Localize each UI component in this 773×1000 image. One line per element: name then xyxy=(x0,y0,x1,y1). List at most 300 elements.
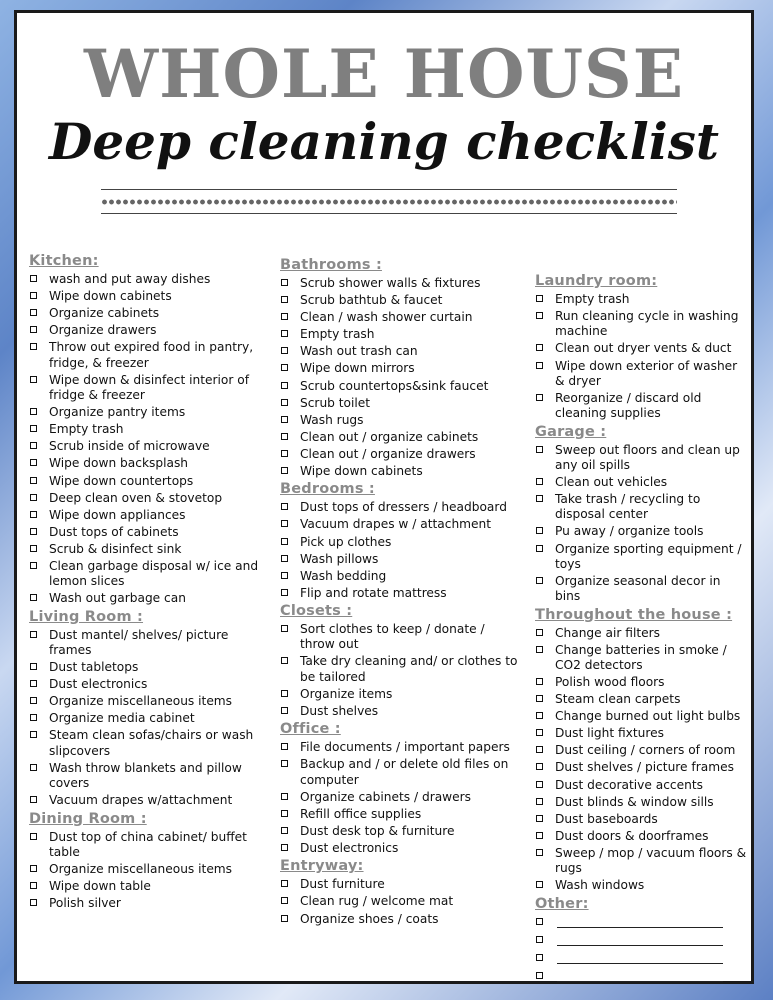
checkbox-icon[interactable] xyxy=(30,545,37,552)
checkbox-icon[interactable] xyxy=(281,707,288,714)
checklist-item[interactable] xyxy=(29,405,267,420)
checklist-living xyxy=(29,628,267,809)
checklist-item-label: Polish silver xyxy=(49,896,121,911)
checklist-closets xyxy=(280,622,520,719)
section-title-other: Other: xyxy=(535,895,589,912)
divider-top xyxy=(101,189,677,190)
checklist-item[interactable] xyxy=(280,569,520,584)
write-in-line xyxy=(557,981,723,982)
checklist-item[interactable] xyxy=(29,508,267,523)
checkbox-icon[interactable] xyxy=(30,343,37,350)
section-title-entryway: Entryway: xyxy=(280,858,364,875)
checkbox-icon[interactable] xyxy=(536,849,543,856)
checklist-item[interactable] xyxy=(280,586,520,601)
checklist-item[interactable] xyxy=(280,447,520,462)
checklist-item-label: Change burned out light bulbs xyxy=(555,709,741,724)
checklist-item[interactable] xyxy=(29,559,267,590)
checkbox-icon[interactable] xyxy=(281,503,288,510)
checkbox-icon[interactable] xyxy=(30,631,37,638)
checklist-item[interactable] xyxy=(280,276,520,291)
checklist-item[interactable] xyxy=(29,439,267,454)
checklist-item[interactable] xyxy=(280,841,520,856)
checklist-item-label: Wipe down backsplash xyxy=(49,456,189,471)
checkbox-icon[interactable] xyxy=(536,646,543,653)
checklist-item-label: Dust top of china cabinet/ buffet table xyxy=(49,829,247,859)
checklist-item[interactable] xyxy=(535,391,747,422)
checkbox-icon[interactable] xyxy=(30,408,37,415)
checklist-item[interactable] xyxy=(535,492,747,523)
checkbox-icon[interactable] xyxy=(281,313,288,320)
checklist-item-label: Wash windows xyxy=(555,878,645,893)
other-blank-item[interactable] xyxy=(535,933,747,949)
section-title-kitchen: Kitchen: xyxy=(29,253,99,269)
checklist-item[interactable] xyxy=(535,760,747,775)
checklist-item[interactable] xyxy=(280,413,520,428)
checklist-item-label: Reorganize / discard old cleaning supplies xyxy=(555,390,702,421)
checklist-item[interactable] xyxy=(280,740,520,755)
checklist-item[interactable] xyxy=(29,677,267,692)
checklist-item[interactable] xyxy=(535,626,747,641)
checklist-item-label: Clean rug / welcome mat xyxy=(300,894,454,909)
checklist-item[interactable] xyxy=(535,743,747,758)
checklist-item[interactable] xyxy=(280,517,520,532)
checkbox-icon[interactable] xyxy=(281,880,288,887)
checklist-item-label: Wipe down mirrors xyxy=(300,361,415,376)
checklist-item-label: Wash out trash can xyxy=(300,344,418,359)
checklist-item[interactable] xyxy=(535,309,747,340)
checklist-item[interactable] xyxy=(280,824,520,839)
checkbox-icon[interactable] xyxy=(30,594,37,601)
checklist-item[interactable] xyxy=(280,344,520,359)
checklist-item-label: Throw out expired food in pantry, fridge, & freezer xyxy=(49,340,254,370)
checkbox-icon[interactable] xyxy=(281,844,288,851)
checkbox-icon[interactable] xyxy=(281,793,288,800)
checklist-item-label: Take trash / recycling to disposal center xyxy=(555,492,701,522)
checklist-item-label: Organize cabinets xyxy=(49,306,160,321)
checklist-item[interactable] xyxy=(535,878,747,893)
checklist-item[interactable] xyxy=(29,272,267,287)
section-title-bedrooms: Bedrooms : xyxy=(280,481,375,498)
checklist-item-label: Organize miscellaneous items xyxy=(49,694,233,709)
checklist-item[interactable] xyxy=(29,728,267,759)
checklist-item[interactable] xyxy=(535,795,747,810)
checklist-item-label: Steam clean sofas/chairs or wash slipcovers xyxy=(49,728,254,758)
checkbox-icon[interactable] xyxy=(536,629,543,636)
checklist-item-label: Dust ceiling / corners of room xyxy=(555,743,736,758)
checkbox-icon[interactable] xyxy=(281,555,288,562)
checklist-item-label: Run cleaning cycle in washing machine xyxy=(555,309,739,339)
section-title-bathrooms: Bathrooms : xyxy=(280,257,382,273)
checklist-item-label: Change air filters xyxy=(555,625,660,640)
checklist-item-label: Scrub countertops&sink faucet xyxy=(300,378,489,393)
checklist-item[interactable] xyxy=(535,692,747,707)
checkbox-icon[interactable] xyxy=(281,625,288,632)
checklist-item[interactable] xyxy=(280,430,520,445)
checkbox-icon[interactable] xyxy=(30,833,37,840)
checkbox-icon[interactable] xyxy=(281,520,288,527)
checklist-item[interactable] xyxy=(535,359,747,390)
checklist-item-label: Deep clean oven & stovetop xyxy=(49,490,223,505)
other-blank-item[interactable] xyxy=(535,969,747,985)
section-title-laundry-room: Laundry room: xyxy=(535,273,658,289)
checkbox-icon[interactable] xyxy=(281,538,288,545)
checklist-item[interactable] xyxy=(280,379,520,394)
checklist-item[interactable] xyxy=(29,694,267,709)
checklist-item-label: Organize cabinets / drawers xyxy=(300,789,472,804)
checklist-item-label: Organize items xyxy=(300,686,393,701)
checkbox-icon[interactable] xyxy=(30,511,37,518)
checkbox-icon[interactable] xyxy=(30,442,37,449)
checklist-item-label: Dust shelves xyxy=(300,703,379,718)
checklist-item[interactable] xyxy=(535,643,747,674)
checklist-item-label: Clean out vehicles xyxy=(555,474,668,489)
other-blank-list xyxy=(535,915,747,985)
other-blank-item[interactable] xyxy=(535,915,747,931)
section-title-living-room: Living Room : xyxy=(29,608,144,625)
checklist-item-label: Sweep out floors and clean up any oil spills xyxy=(555,442,740,472)
checkbox-icon[interactable] xyxy=(536,781,543,788)
checklist-item-label: Dust light fixtures xyxy=(555,726,664,741)
page-title: WHOLE HOUSE xyxy=(83,35,685,113)
checklist-item[interactable] xyxy=(29,628,267,659)
checklist-item[interactable] xyxy=(29,323,267,338)
column-middle xyxy=(280,255,520,929)
checklist-item-label: Dust tops of dressers / headboard xyxy=(300,500,507,515)
checklist-item[interactable] xyxy=(29,422,267,437)
checklist-item[interactable] xyxy=(29,761,267,792)
write-in-line xyxy=(557,927,723,928)
other-blank-item[interactable] xyxy=(535,951,747,967)
checklist-item[interactable] xyxy=(280,500,520,515)
checklist-item-label: Polish wood floors xyxy=(555,675,665,689)
checklist-item[interactable] xyxy=(29,879,267,894)
checkbox-icon[interactable] xyxy=(536,577,543,584)
checkbox-icon[interactable] xyxy=(281,296,288,303)
checkbox-icon[interactable] xyxy=(281,382,288,389)
checklist-item-label: Scrub inside of microwave xyxy=(49,439,210,454)
checklist-bedrooms xyxy=(280,500,520,601)
checklist-item[interactable] xyxy=(280,757,520,788)
checkbox-icon[interactable] xyxy=(281,416,288,423)
checklist-item-label: Scrub shower walls & fixtures xyxy=(300,276,481,290)
checklist-item-label: Dust desk top & furniture xyxy=(300,823,455,838)
checklist-item-label: Sweep / mop / vacuum floors & rugs xyxy=(555,845,747,876)
checklist-item[interactable] xyxy=(29,896,267,911)
checklist-item-label: Dust doors & doorframes xyxy=(555,828,709,843)
checklist-item[interactable] xyxy=(280,293,520,308)
checkbox-icon[interactable] xyxy=(536,798,543,805)
checklist-item-label: Dust baseboards xyxy=(555,811,658,826)
section-title-throughout-house: Throughout the house : xyxy=(535,606,733,623)
checklist-item-label: Wash rugs xyxy=(300,412,364,427)
checklist-item-label: Wipe down table xyxy=(49,879,151,894)
checklist-item-label: Backup and / or delete old files on computer xyxy=(300,757,509,787)
checkbox-icon[interactable] xyxy=(281,760,288,767)
checkbox-icon[interactable] xyxy=(536,729,543,736)
checklist-item-label: Pu away / organize tools xyxy=(555,524,704,539)
checklist-throughout xyxy=(535,626,747,894)
checkbox-icon[interactable] xyxy=(30,714,37,721)
checklist-item[interactable] xyxy=(535,542,747,573)
checklist-item-label: Wipe down & disinfect interior of fridge & freezer xyxy=(49,372,250,403)
checkbox-icon[interactable] xyxy=(281,589,288,596)
checklist-item[interactable] xyxy=(535,524,747,539)
checkbox-icon[interactable] xyxy=(536,312,543,319)
checkbox-icon[interactable] xyxy=(281,433,288,440)
checklist-item[interactable] xyxy=(280,687,520,702)
checkbox-icon[interactable] xyxy=(30,326,37,333)
checkbox-icon[interactable] xyxy=(30,865,37,872)
checkbox-icon[interactable] xyxy=(536,815,543,822)
checkbox-icon[interactable] xyxy=(281,450,288,457)
column-right xyxy=(535,271,747,987)
checklist-item[interactable] xyxy=(535,812,747,827)
checkbox-icon[interactable] xyxy=(536,295,543,302)
checkbox-icon[interactable] xyxy=(536,678,543,685)
checkbox-icon[interactable] xyxy=(30,663,37,670)
checklist-entryway xyxy=(280,877,520,926)
checklist-item[interactable] xyxy=(280,310,520,325)
checklist-item[interactable] xyxy=(280,894,520,909)
checklist-item[interactable] xyxy=(280,327,520,342)
checklist-item[interactable] xyxy=(29,340,267,371)
checkbox-icon[interactable] xyxy=(536,478,543,485)
checklist-item[interactable] xyxy=(280,552,520,567)
checklist-item[interactable] xyxy=(535,341,747,356)
checkbox-icon[interactable] xyxy=(30,292,37,299)
checkbox-icon[interactable] xyxy=(281,467,288,474)
page-subtitle: Deep cleaning checklist xyxy=(49,112,719,171)
checklist-item-label: Vacuum drapes w / attachment xyxy=(300,517,492,532)
section-title-garage: Garage : xyxy=(535,423,607,440)
checklist-item-label: Dust mantel/ shelves/ picture frames xyxy=(49,627,229,657)
checklist-item-label: Organize seasonal decor in bins xyxy=(555,573,721,604)
checkbox-icon[interactable] xyxy=(536,936,543,943)
checkbox-icon[interactable] xyxy=(281,657,288,664)
checkbox-icon[interactable] xyxy=(30,899,37,906)
checkbox-icon[interactable] xyxy=(536,832,543,839)
checklist-item-label: Dust decorative accents xyxy=(555,777,703,792)
checklist-item[interactable] xyxy=(280,535,520,550)
checklist-item-label: File documents / important papers xyxy=(300,740,510,755)
checklist-item[interactable] xyxy=(280,361,520,376)
checklist-item-label: Vacuum drapes w/attachment xyxy=(49,793,233,808)
checkbox-icon[interactable] xyxy=(30,764,37,771)
checklist-item[interactable] xyxy=(29,491,267,506)
checklist-item-label: Wash bedding xyxy=(300,568,387,583)
checklist-item[interactable] xyxy=(280,807,520,822)
checklist-item[interactable] xyxy=(280,912,520,927)
checklist-item[interactable] xyxy=(535,709,747,724)
checklist-item-label: Wash out garbage can xyxy=(49,591,186,606)
checklist-item-label: wash and put away dishes xyxy=(49,272,211,286)
checklist-item-label: Organize drawers xyxy=(49,323,157,338)
checklist-item-label: Organize miscellaneous items xyxy=(49,861,233,876)
checklist-item-label: Dust electronics xyxy=(49,677,148,692)
checklist-laundry xyxy=(535,292,747,422)
write-in-line xyxy=(557,945,723,946)
checkbox-icon[interactable] xyxy=(281,279,288,286)
checklist-item[interactable] xyxy=(29,862,267,877)
checklist-item[interactable] xyxy=(535,475,747,490)
checklist-item-label: Dust shelves / picture frames xyxy=(555,760,734,775)
checklist-item-label: Refill office supplies xyxy=(300,806,422,821)
checkbox-icon[interactable] xyxy=(281,347,288,354)
checklist-garage xyxy=(535,443,747,605)
checkbox-icon[interactable] xyxy=(536,746,543,753)
checkbox-icon[interactable] xyxy=(30,376,37,383)
checklist-kitchen xyxy=(29,272,267,607)
checkbox-icon[interactable] xyxy=(536,344,543,351)
checkbox-icon[interactable] xyxy=(536,954,543,961)
checklist-item-label: Flip and rotate mattress xyxy=(300,585,447,600)
section-title-closets: Closets : xyxy=(280,603,353,620)
checkbox-icon[interactable] xyxy=(30,796,37,803)
checklist-office xyxy=(280,740,520,856)
checklist-item-label: Dust furniture xyxy=(300,877,385,892)
checkbox-icon[interactable] xyxy=(536,695,543,702)
checklist-item[interactable] xyxy=(535,574,747,605)
checklist-item-label: Clean garbage disposal w/ ice and lemon slices xyxy=(49,559,259,589)
checklist-item-label: Wash pillows xyxy=(300,551,379,566)
checkbox-icon[interactable] xyxy=(30,477,37,484)
checklist-item[interactable] xyxy=(535,846,747,877)
checklist-item-label: Wipe down cabinets xyxy=(49,289,172,304)
section-title-office: Office : xyxy=(280,721,341,738)
checklist-item[interactable] xyxy=(535,675,747,690)
checklist-item-label: Clean / wash shower curtain xyxy=(300,310,473,325)
checkbox-icon[interactable] xyxy=(281,915,288,922)
checklist-item-label: Take dry cleaning and/ or clothes to be tailored xyxy=(300,654,518,684)
checklist-item-label: Organize sporting equipment / toys xyxy=(555,541,742,571)
checklist-item-label: Wash throw blankets and pillow covers xyxy=(49,760,242,791)
checklist-item[interactable] xyxy=(29,793,267,808)
checklist-item-label: Pick up clothes xyxy=(300,534,392,549)
checklist-item-label: Change batteries in smoke / CO2 detectors xyxy=(555,642,727,672)
checkbox-icon[interactable] xyxy=(536,545,543,552)
section-title-dining-room: Dining Room : xyxy=(29,810,147,827)
checklist-item-label: Scrub bathtub & faucet xyxy=(300,293,443,308)
checklist-item-label: Steam clean carpets xyxy=(555,692,681,707)
checkbox-icon[interactable] xyxy=(536,446,543,453)
checkbox-icon[interactable] xyxy=(30,697,37,704)
checkbox-icon[interactable] xyxy=(536,972,543,979)
checklist-item-label: Empty trash xyxy=(300,327,375,342)
checklist-item-label: Empty trash xyxy=(49,422,124,437)
checkbox-icon[interactable] xyxy=(281,810,288,817)
checkbox-icon[interactable] xyxy=(30,459,37,466)
checklist-item[interactable] xyxy=(29,830,267,861)
checkbox-icon[interactable] xyxy=(536,394,543,401)
checklist-dining xyxy=(29,830,267,912)
checklist-item[interactable] xyxy=(29,542,267,557)
checklist-item[interactable] xyxy=(280,704,520,719)
checkbox-icon[interactable] xyxy=(536,712,543,719)
column-left xyxy=(29,251,267,913)
checklist-item[interactable] xyxy=(535,778,747,793)
checklist-item[interactable] xyxy=(280,396,520,411)
checkbox-icon[interactable] xyxy=(281,827,288,834)
checkbox-icon[interactable] xyxy=(30,882,37,889)
checklist-item[interactable] xyxy=(29,373,267,404)
checkbox-icon[interactable] xyxy=(30,494,37,501)
checklist-item[interactable] xyxy=(280,622,520,653)
checkbox-icon[interactable] xyxy=(30,680,37,687)
checkbox-icon[interactable] xyxy=(30,731,37,738)
checklist-item[interactable] xyxy=(280,790,520,805)
checklist-item-label: Clean out dryer vents & duct xyxy=(555,341,732,356)
checklist-item[interactable] xyxy=(29,711,267,726)
dotted-divider xyxy=(101,199,677,205)
checkbox-icon[interactable] xyxy=(281,399,288,406)
checklist-item-label: Wipe down countertops xyxy=(49,473,194,488)
checklist-item[interactable] xyxy=(29,289,267,304)
checklist-item-label: Scrub & disinfect sink xyxy=(49,541,182,556)
checkbox-icon[interactable] xyxy=(536,918,543,925)
checklist-item-label: Dust electronics xyxy=(300,841,399,856)
write-in-line xyxy=(557,963,723,964)
checklist-item[interactable] xyxy=(280,464,520,479)
checkbox-icon[interactable] xyxy=(281,743,288,750)
checklist-item-label: Wipe down exterior of washer & dryer xyxy=(555,358,738,388)
checkbox-icon[interactable] xyxy=(536,763,543,770)
checkbox-icon[interactable] xyxy=(30,309,37,316)
checklist-sheet xyxy=(14,10,754,984)
checklist-item-label: Organize pantry items xyxy=(49,405,186,420)
checkbox-icon[interactable] xyxy=(536,881,543,888)
checkbox-icon[interactable] xyxy=(30,528,37,535)
checkbox-icon[interactable] xyxy=(30,425,37,432)
checklist-item-label: Wipe down appliances xyxy=(49,507,186,522)
checklist-item-label: Clean out / organize drawers xyxy=(300,446,476,461)
checklist-item-label: Organize media cabinet xyxy=(49,711,195,726)
checkbox-icon[interactable] xyxy=(536,362,543,369)
checklist-item[interactable] xyxy=(280,877,520,892)
checklist-item-label: Wipe down cabinets xyxy=(300,464,423,479)
checklist-item[interactable] xyxy=(29,474,267,489)
checklist-item[interactable] xyxy=(29,591,267,606)
checklist-item[interactable] xyxy=(535,726,747,741)
checklist-item-label: Empty trash xyxy=(555,292,630,306)
checklist-item-label: Organize shoes / coats xyxy=(300,911,439,926)
checkbox-icon[interactable] xyxy=(281,330,288,337)
checklist-item[interactable] xyxy=(280,654,520,685)
checkbox-icon[interactable] xyxy=(281,572,288,579)
checklist-item-label: Dust tabletops xyxy=(49,660,139,675)
checkbox-icon[interactable] xyxy=(281,364,288,371)
divider-bottom xyxy=(101,213,677,214)
checklist-bathrooms xyxy=(280,276,520,479)
checklist-item-label: Clean out / organize cabinets xyxy=(300,429,479,444)
checkbox-icon[interactable] xyxy=(281,897,288,904)
checklist-item[interactable] xyxy=(29,306,267,321)
checklist-item[interactable] xyxy=(535,829,747,844)
checkbox-icon[interactable] xyxy=(281,690,288,697)
checkbox-icon[interactable] xyxy=(536,495,543,502)
checklist-item[interactable] xyxy=(29,525,267,540)
checklist-item[interactable] xyxy=(535,443,747,474)
checklist-item-label: Sort clothes to keep / donate / throw out xyxy=(300,622,485,652)
checklist-item-label: Dust blinds & window sills xyxy=(555,794,714,809)
checklist-item[interactable] xyxy=(535,292,747,307)
checklist-item-label: Dust tops of cabinets xyxy=(49,524,179,539)
checklist-item[interactable] xyxy=(29,660,267,675)
checkbox-icon[interactable] xyxy=(30,562,37,569)
checkbox-icon[interactable] xyxy=(30,275,37,282)
checklist-item-label: Scrub toilet xyxy=(300,395,371,410)
checkbox-icon[interactable] xyxy=(536,527,543,534)
checklist-item[interactable] xyxy=(29,456,267,471)
